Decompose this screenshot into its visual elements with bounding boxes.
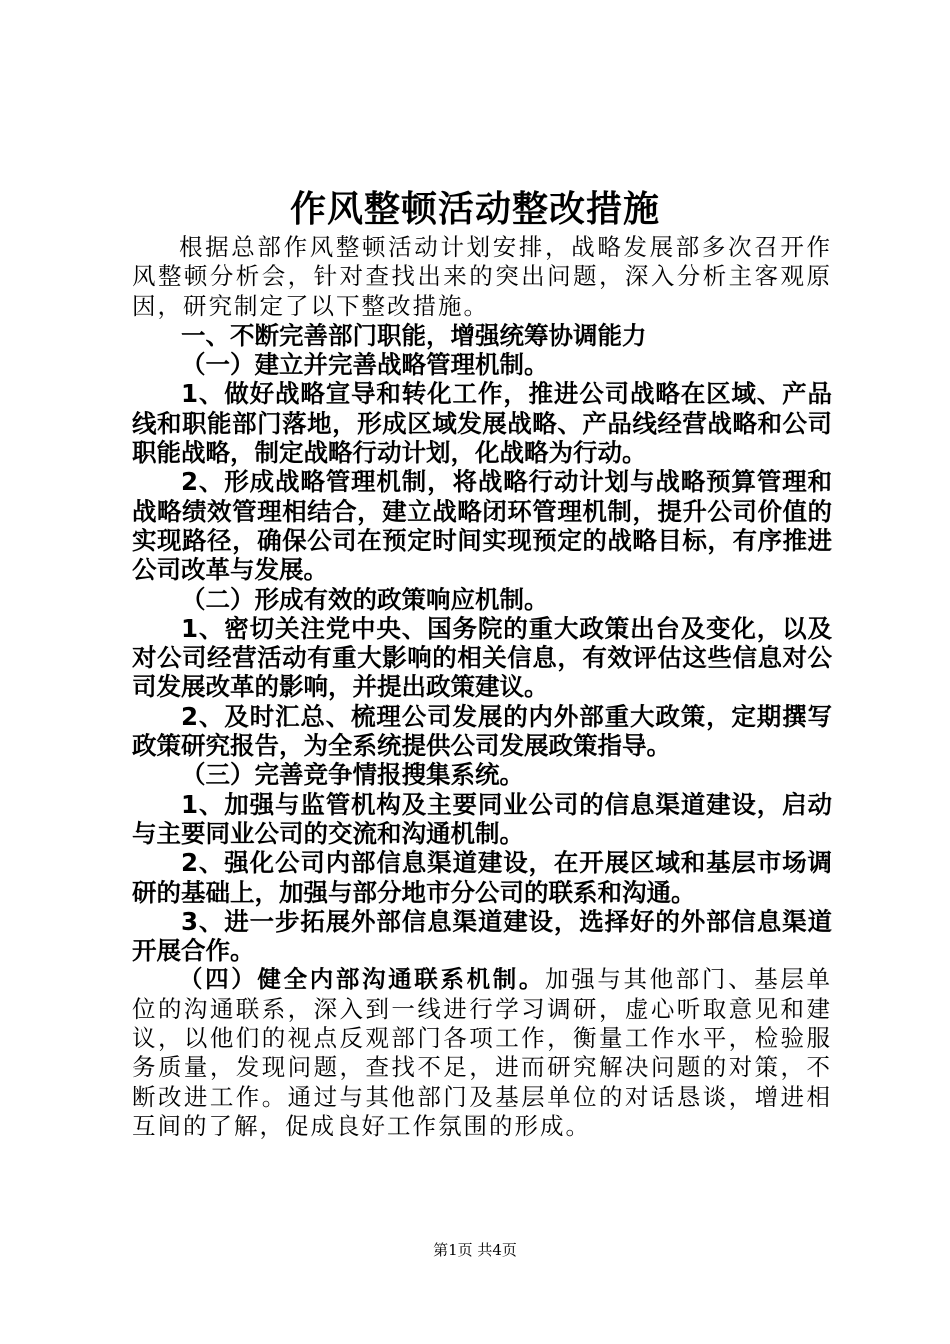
subsection-1-item-2: 2、形成战略管理机制，将战略行动计划与战略预算管理和战略绩效管理相结合，建立战略闭环管理机制，提升公司价值的实现路径，确保公司在预定时间实现预定的战略目标，有序推进公司改革与发展。	[132, 467, 832, 585]
subsection-3-item-2: 2、强化公司内部信息渠道建设，在开展区域和基层市场调研的基础上，加强与部分地市分公司的联系和沟通。	[132, 848, 832, 907]
subsection-4-paragraph	[132, 965, 832, 1141]
subsection-2-item-1: 1、密切关注党中央、国务院的重大政策出台及变化，以及对公司经营活动有重大影响的相关信息，有效评估这些信息对公司发展改革的影响，并提出政策建议。	[132, 613, 832, 702]
subsection-1-heading: （一）建立并完善战略管理机制。	[181, 350, 549, 380]
document-body	[132, 233, 832, 1141]
subsection-4-body: 加强与其他部门、基层单位的沟通联系，深入到一线进行学习调研，虚心听取意见和建议，以他们的视点反观部门各项工作，衡量工作水平，检验服务质量，发现问题，查找不足，进而研究解决问题的对策，不断改进工作。通过与其他部门及基层单位的对话恳谈，增进相互间的了解，促成良好工作氛围的形成。	[132, 965, 833, 1140]
subsection-1-item-1: 1、做好战略宣导和转化工作，推进公司战略在区域、产品线和职能部门落地，形成区域发展战略、产品线经营战略和公司职能战略，制定战略行动计划，化战略为行动。	[132, 379, 832, 468]
page-number-footer: 第1页 共4页	[433, 1241, 517, 1259]
subsection-3-item-1: 1、加强与监管机构及主要同业公司的信息渠道建设，启动与主要同业公司的交流和沟通机制。	[132, 789, 832, 848]
subsection-3-heading: （三）完善竞争情报搜集系统。	[181, 760, 524, 790]
document-title: 作风整顿活动整改措施	[289, 188, 660, 230]
subsection-3-item-3: 3、进一步拓展外部信息渠道建设，选择好的外部信息渠道开展合作。	[132, 906, 832, 966]
section-1-heading: 一、不断完善部门职能，增强统筹协调能力	[181, 320, 647, 350]
subsection-2-item-2: 2、及时汇总、梳理公司发展的内外部重大政策，定期撰写政策研究报告，为全系统提供公司发展政策指导。	[132, 701, 832, 761]
intro-paragraph: 根据总部作风整顿活动计划安排，战略发展部多次召开作风整顿分析会，针对查找出来的突出问题，深入分析主客观原因，研究制定了以下整改措施。	[132, 233, 832, 320]
subsection-4-heading: （四）健全内部沟通联系机制。	[179, 965, 546, 994]
subsection-2-heading: （二）形成有效的政策响应机制。	[181, 584, 549, 614]
